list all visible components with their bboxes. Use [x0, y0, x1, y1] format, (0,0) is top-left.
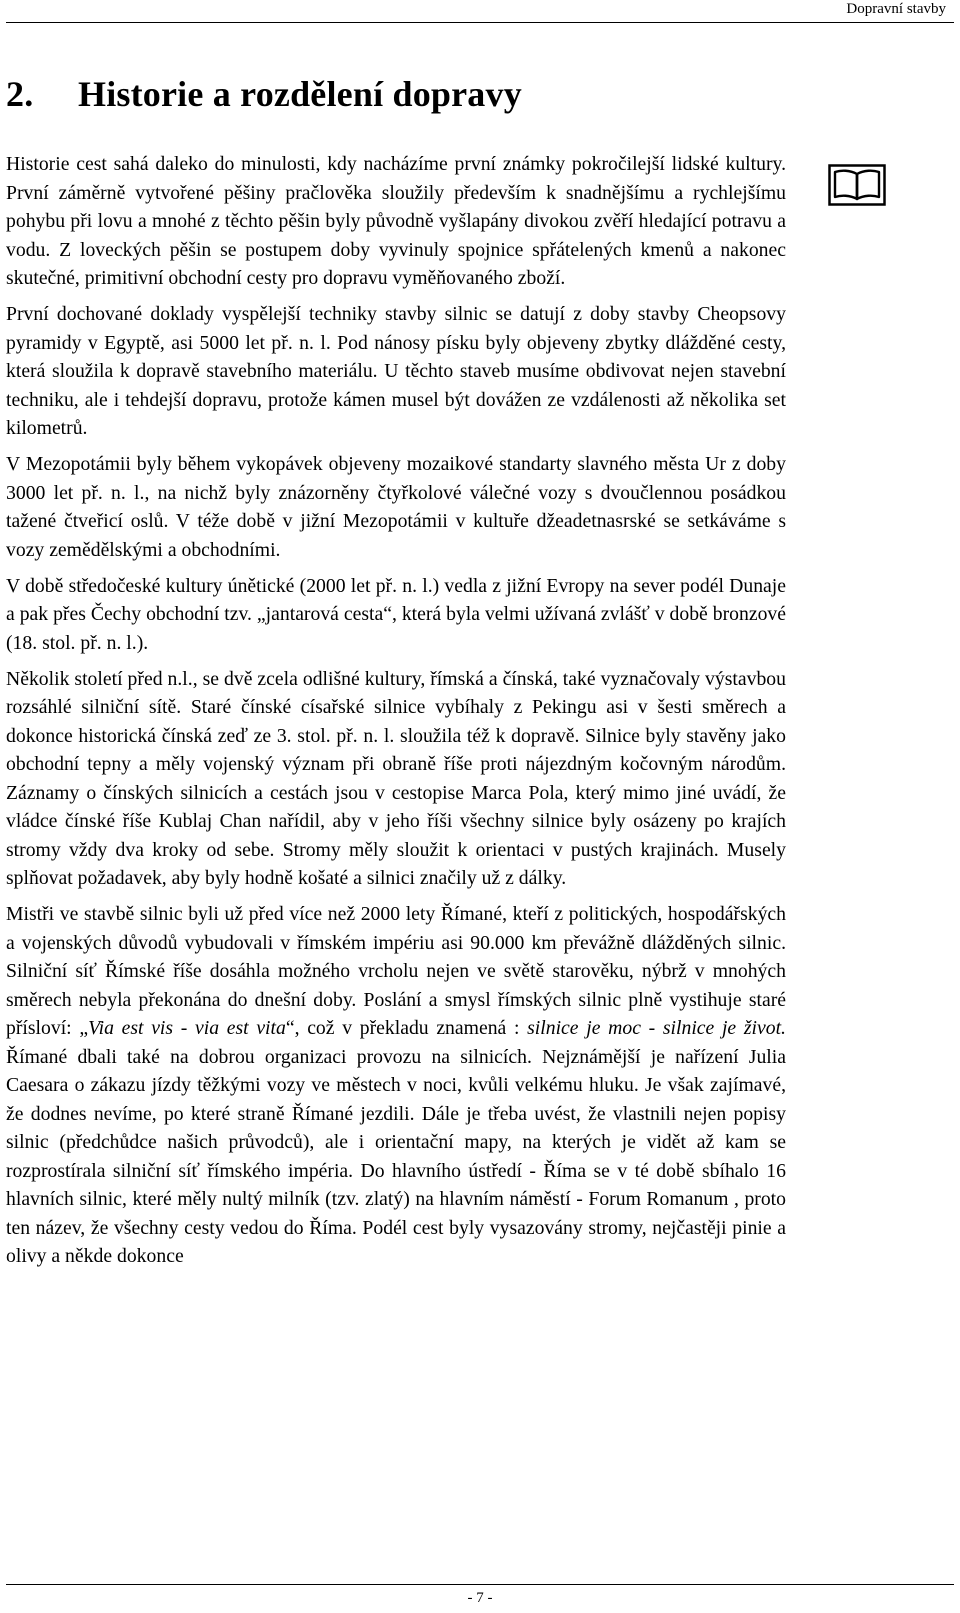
paragraph-rome	[6, 900, 786, 1271]
page-number: - 7 -	[467, 1590, 493, 1606]
footer-divider	[6, 1584, 954, 1585]
open-book-icon	[828, 164, 886, 206]
paragraph-mesopotamia: V Mezopotámii byly během vykopávek objeveny mozaikové standarty slavného města Ur z doby 3000 let př. n. l., na nichž byly znázorněny čtyřkolové válečné vozy s dvoučlennou posádkou tažené čtveřicí oslů. V téže době v jižní Mezopotámii v kultuře džeadetnasrské se setkáváme s vozy zemědělskými a obchodními.	[6, 453, 786, 561]
rome-text-part1: Mistři ve stavbě silnic byli už před více než 2000 lety Římané, kteří z politických, hospodářských a vojenských důvodů vybudovali v římském impériu asi 90.000 km převážně dlážděných silnic. Silniční síť Římské říše dosáhla možného vrcholu nejen ve světě starověku, nýbrž v mnohých směrech nebyla překonána do dnešní doby. Poslání a smysl římských silnic plně vystihuje staré přísloví: „	[6, 903, 786, 1039]
body-text	[6, 150, 786, 1278]
chapter-number: 2.	[6, 74, 34, 114]
running-header-title: Dopravní stavby	[846, 1, 946, 17]
paragraph-history-paths: Historie cest sahá daleko do minulosti, kdy nacházíme první známky pokročilejší lidské kultury. První záměrně vytvořené pěšiny pračlověka sloužily především k snadnějšímu a rychlejšímu pohybu při lovu a mnohé z těchto pěšin byly původně vyšlapány divokou zvěří hledající potravu a vodu. Z loveckých pěšin se postupem doby vyvinuly spojnice spřátelených kmenů a nakonec skutečné, primitivní obchodní cesty pro dopravu vyměňovaného zboží.	[6, 153, 786, 289]
chapter-heading	[6, 72, 522, 116]
paragraph-china: Několik století před n.l., se dvě zcela odlišné kultury, římská a čínská, také vyznačovaly výstavbou rozsáhlé silniční sítě. Staré čínské císařské silnice vybíhaly z Pekingu asi v šesti směrech a dokonce historická čínská zeď ze 3. stol. př. n. l. sloužila též k dopravě. Silnice byly stavěny jako obchodní tepny a měly vojenský význam při obraně říše proti nájezdným kočovným národům. Záznamy o čínských silnicích a cestách jsou v cestopise Marca Pola, který mimo jiné uvádí, že vládce čínské říše Kublaj Chan nařídil, aby v jeho říši všechny silnice byly osázeny po krajích stromy vždy dva kroky od sebe. Stromy měly sloužit k orientaci v pustých krajinách. Musely splňovat požadavek, aby byly hodně košaté a silnici značily už z dálky.	[6, 667, 786, 889]
paragraph-egypt: První dochované doklady vyspělejší techniky stavby silnic se datují z doby stavby Cheopsovy pyramidy v Egyptě, asi 5000 let př. n. l. Pod nánosy písku byly objeveny zbytky dlážděné cesty, která sloužila k dopravě stavebního materiálu. U těchto staveb musíme obdivovat nejen stavební techniku, ale i tehdejší dopravu, protože kámen musel být dovážen ze vzdálenosti až několika set kilometrů.	[6, 303, 786, 439]
proverb-translation: silnice je moc - silnice je život.	[527, 1017, 786, 1039]
rome-text-part3: Římané dbali také na dobrou organizaci provozu na silnicích. Nejznámější je nařízení Julia Caesara o zákazu jízdy těžkými vozy ve městech v noci, kvůli velkému hluku. Je však zajímavé, že dodnes nevíme, po které straně Římané jezdili. Dále je třeba uvést, že vlastnili nejen popisy silnic (předchůdce našich průvodců), ale i orientační mapy, na kterých je vidět až kam se rozprostírala silniční síť římského impéria. Do hlavního ústředí - Říma se v té době sbíhalo 16 hlavních silnic, které měly nultý milník (tzv. zlatý) na hlavním náměstí - Forum Romanum , proto ten název, že všechny cesty vedou do Říma. Podél cest byly vysazovány stromy, nejčastěji pinie a olivy a někde dokonce	[6, 1045, 786, 1267]
chapter-title: Historie a rozdělení dopravy	[78, 74, 522, 114]
rome-text-part2: “, což v překladu znamená :	[285, 1017, 528, 1039]
paragraph-amber-road: V době středočeské kultury únětické (2000 let př. n. l.) vedla z jižní Evropy na sever podél Dunaje a pak přes Čechy obchodní tzv. „jantarová cesta“, která byla velmi užívaná zvlášť v době bronzové (18. stol. př. n. l.).	[6, 574, 786, 654]
latin-proverb: Via est vis - via est vita	[88, 1017, 286, 1039]
header-divider	[6, 22, 954, 23]
